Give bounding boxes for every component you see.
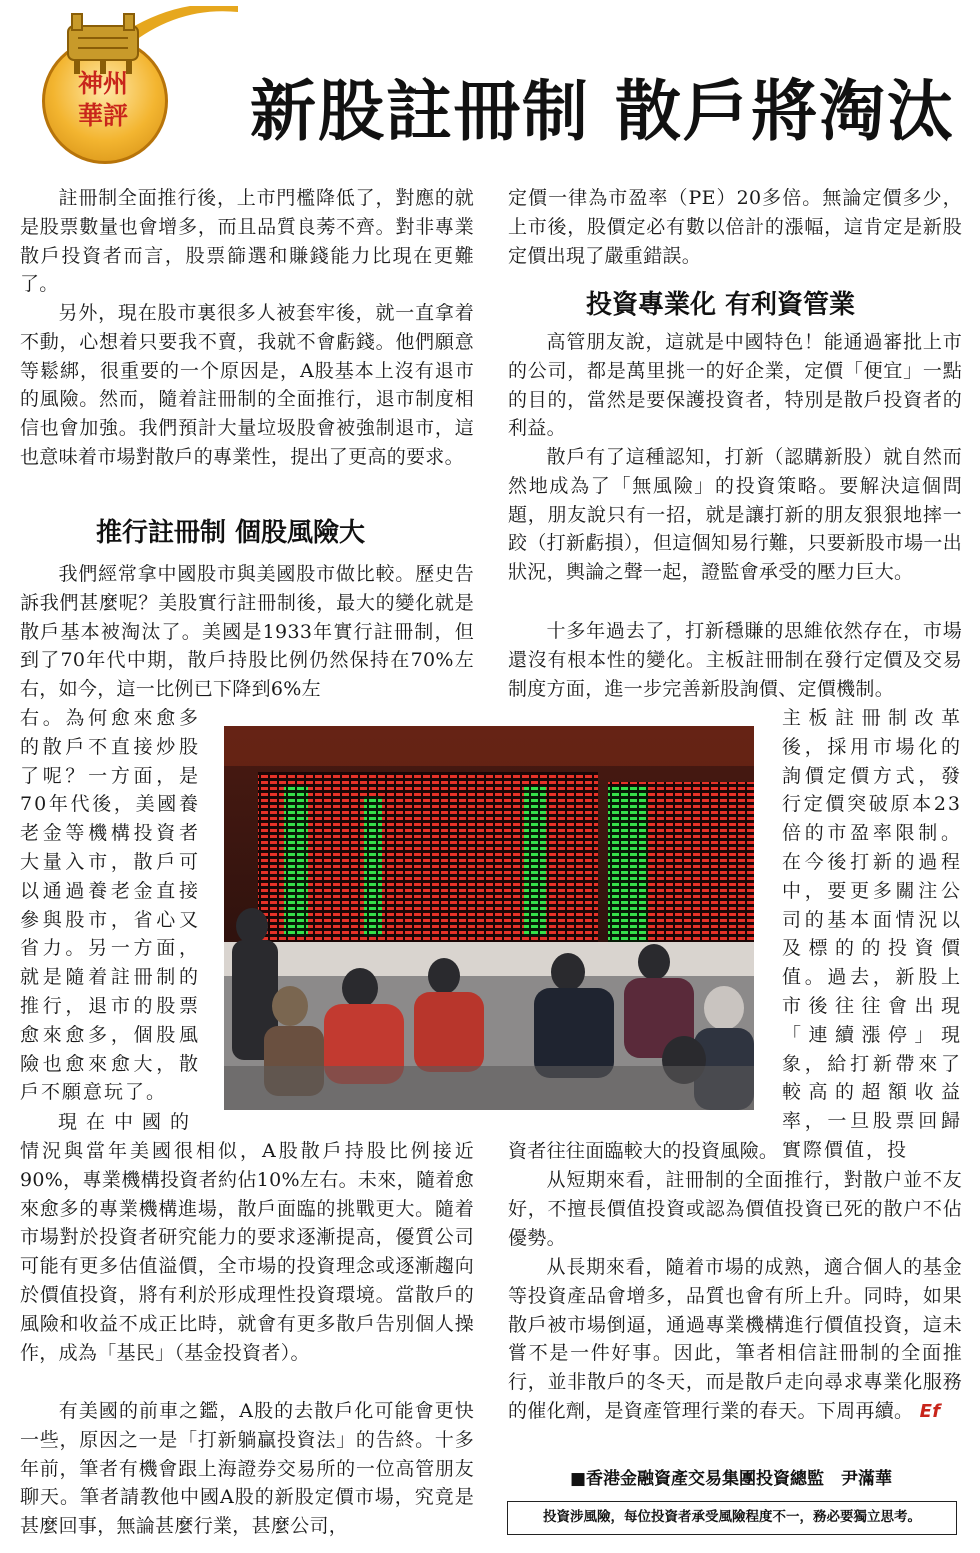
article-title: 新股註冊制 散戶將淘汰 (250, 73, 955, 150)
right-paragraph-6: 从長期來看，隨着市場的成熟，適合個人的基金等投資產品會增多，品質也會有所上升。同時，如果散戶被市場倒逼，通過專業機構進行價值投資，這未嘗不是一件好事。因此，筆者相信註冊制的全面推行，並非散戶的冬天，而是散戶走向尋求專業化服務的催化劑，是資產管理行業的春天。下周再續。 Ef (508, 1253, 962, 1427)
risk-disclaimer: 投資涉風險，每位投資者承受風險程度不一，務必要獨立思考。 (507, 1501, 957, 1535)
left-paragraph-5: 有美國的前車之鑑，A股的去散戶化可能會更快一些，原因之一是「打新躺贏投資法」的告終。十多年前，筆者有機會跟上海證券交易所的一位高管朋友聊天。筆者請教他中國A股的新股定價市場，究竟是甚麼回事，無論甚麼行業，甚麼公司， (20, 1400, 474, 1538)
subheading-2: 投資專業化 有利資管業 (586, 290, 856, 320)
author-byline: ■香港金融資產交易集團投資總監 尹滿華 (570, 1469, 893, 1489)
photo-illustration (224, 726, 754, 1110)
left-paragraph-1: 註冊制全面推行後，上市門檻降低了，對應的就是股票數量也會增多，而且品質良莠不齊。對非專業散戶投資者而言，股票篩選和賺錢能力比現在更難了。 (20, 187, 474, 296)
logo-text-line2: 華評 (77, 101, 128, 130)
right-paragraph-4-cont: 主板註冊制改革後，採用市場化的詢價定價方式，發行定價突破原本23倍的市盈率限制。在今後打新的過程中，要更多關注公司的基本面情況以及標的的投資價值。過去，新股上市後往往會出現「連續漲停」現象，給打新帶來了較高的超額收益率，一旦股票回歸實際價值，投 (782, 707, 962, 1161)
end-mark-logo: Ef (919, 1400, 941, 1422)
right-paragraph-2: 高管朋友說，這就是中國特色！能通過審批上市的公司，都是萬里挑一的好企業，定價「便宜」一點的目的，當然是要保護投資者，特別是散戶投資者的利益。 (508, 331, 962, 440)
left-paragraph-2: 另外，現在股市裏很多人被套牢後，就一直拿着不動，心想着只要我不賣，我就不會虧錢。他們願意等鬆綁，很重要的一个原因是，A股基本上沒有退市的風險。然而，隨着註冊制的全面推行，退市制度相信也會加強。我們預計大量垃圾股會被強制退市，這也意味着市場對散戶的專業性，提出了更高的要求。 (20, 302, 474, 468)
left-paragraph-3-cont: 右。為何愈來愈多的散戶不直接炒股了呢？一方面，是70年代後，美國養老金等機構投資者大量入市，散戶可以通過養老金直接參與股市，省心又省力。另一方面，就是隨着註冊制的推行，退市的股票愈來愈多，個股風險也愈來愈大，散戶不願意玩了。 (20, 707, 200, 1104)
right-paragraph-4-end: 資者往往面臨較大的投資風險。 (508, 1140, 779, 1162)
column-logo (18, 6, 218, 154)
subheading-1: 推行註冊制 個股風險大 (96, 518, 366, 548)
left-paragraph-4-start: 現在中國的 (58, 1111, 199, 1133)
logo-text (50, 68, 156, 132)
right-paragraph-3: 散戶有了這種認知，打新（認購新股）就自然而然地成為了「無風險」的投資策略。要解決這個問題，朋友說只有一招，就是讓打新的朋友狠狠地摔一跤（打新虧損），但這個知易行難，只要新股市場一出狀況，輿論之聲一起，證監會承受的壓力巨大。 (508, 446, 962, 584)
stock-exchange-photo (224, 726, 754, 1110)
right-paragraph-5: 从短期來看，註冊制的全面推行，對散户並不友好，不擅長價值投資或認為價值投資已死的散户不佔優勢。 (508, 1169, 962, 1249)
left-paragraph-4-cont: 情況與當年美國很相似，A股散戶持股比例接近90%，專業機構投資者約佔10%左右。未來，隨着愈來愈多的專業機構進場，散戶面臨的挑戰更大。隨着市場對於投資者研究能力的要求逐漸提高，優質公司可能有更多估值溢價，全市場的投資理念或逐漸趨向於價值投資，將有利於形成理性投資環境。當散戶的風險和收益不成正比時，就會有更多散戶告別個人操作，成為「基民」（基金投資者）。 (20, 1140, 474, 1364)
right-paragraph-4: 十多年過去了，打新穩賺的思維依然存在，市場還沒有根本性的變化。主板註冊制在發行定價及交易制度方面，進一步完善新股詢價、定價機制。 (508, 620, 962, 700)
left-paragraph-3: 我們經常拿中國股市與美國股市做比較。歷史告訴我們甚麼呢？美股實行註冊制後，最大的變化就是散戶基本被淘汰了。美國是1933年實行註冊制，但到了70年代中期，散戶持股比例仍然保持在70%左右，如今，這一比例已下降到6%左 (20, 563, 474, 701)
bronze-ding-icon (58, 6, 148, 76)
right-paragraph-1: 定價一律為市盈率（PE）20多倍。無論定價多少，上市後，股價定必有數以倍計的漲幅，這肯定是新股定價出現了嚴重錯誤。 (508, 187, 962, 267)
logo-text-line1: 神州 (77, 69, 128, 98)
